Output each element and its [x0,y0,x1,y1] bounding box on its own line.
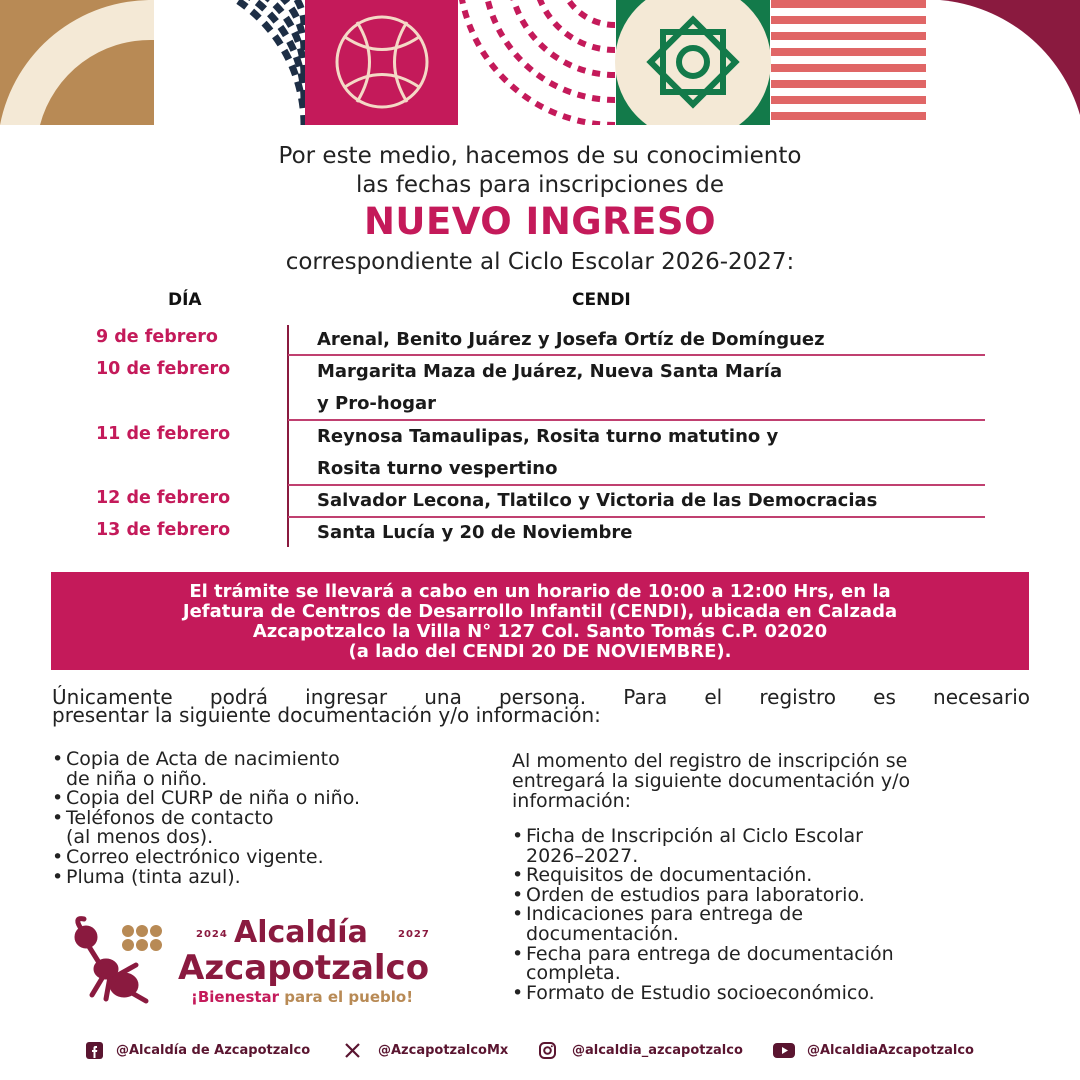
list-item: • Requisitos de documentación. [512,866,894,886]
instagram-handle[interactable]: @alcaldia_azcapotzalco [572,1043,743,1058]
schedule-notice [51,572,1029,670]
table-row-divider [288,484,985,486]
row-date: 9 de febrero [96,327,218,347]
x-handle[interactable]: @AzcapotzalcoMx [378,1043,509,1058]
list-item: • Teléfonos de contacto [52,809,360,829]
day-column-header: DÍA [168,290,202,310]
paragraph-line: presentar la siguiente documentación y/o información: [52,703,601,727]
row-cendi: Rosita turno vespertino [317,458,558,479]
list-item: • Orden de estudios para laboratorio. [512,886,894,906]
list-item: • Indicaciones para entrega de [512,905,894,925]
logo-year-start: 2024 [196,929,228,940]
cendi-column-header: CENDI [572,290,631,310]
required-documents-list [52,750,360,887]
requirements-paragraph [52,685,1030,727]
delivery-intro-line: entregará la siguiente documentación y/o [512,770,911,792]
list-item: • Copia de Acta de nacimiento [52,750,360,770]
list-item-continuation: (al menos dos). [66,826,214,849]
youtube-icon[interactable] [773,1042,795,1059]
delivery-intro-line: información: [512,790,632,812]
row-date: 13 de febrero [96,520,231,540]
intro-line-2: las fechas para inscripciones de [355,172,725,198]
headline: NUEVO INGRESO [363,200,717,243]
row-cendi: Margarita Maza de Juárez, Nueva Santa María [317,361,783,382]
row-date: 12 de febrero [96,488,231,508]
delivery-intro [512,751,910,811]
row-cendi: Santa Lucía y 20 de Noviembre [317,522,633,543]
intro-line-1: Por este medio, hacemos de su conocimiento [278,143,802,169]
list-item-continuation: documentación. [526,922,679,945]
table-row-divider [288,354,985,356]
intro-line-3: correspondiente al Ciclo Escolar 2026-2027: [285,249,795,275]
decorative-banner [0,0,1080,125]
logo-year-end: 2027 [398,929,430,940]
slogan-part-2: para el pueblo! [279,988,414,1006]
row-cendi: y Pro-hogar [317,393,436,414]
instagram-icon[interactable] [539,1042,556,1059]
logo-title-line1: Alcaldía [234,915,368,950]
row-date: 10 de febrero [96,359,231,379]
notice-line: (a lado del CENDI 20 DE NOVIEMBRE). [348,641,732,662]
alcaldia-logo [66,915,466,1010]
youtube-handle[interactable]: @AlcaldiaAzcapotzalco [807,1043,974,1058]
list-item: • Copia del CURP de niña o niño. [52,789,360,809]
delivery-intro-line: Al momento del registro de inscripción se [512,750,908,772]
row-cendi: Arenal, Benito Juárez y Josefa Ortíz de Domínguez [317,329,825,350]
row-cendi: Salvador Lecona, Tlatilco y Victoria de las Democracias [317,490,878,511]
ant-logo-icon [66,915,166,1005]
list-item-continuation: 2026–2027. [526,844,639,867]
list-item-continuation: completa. [526,962,621,985]
delivered-documents-list [512,827,894,1003]
slogan-part-1: ¡Bienestar [191,988,280,1006]
table-row-divider [288,516,985,518]
table-row-divider [288,419,985,421]
row-cendi: Reynosa Tamaulipas, Rosita turno matutino y [317,426,779,447]
notice-line: Azcapotzalco la Villa N° 127 Col. Santo Tomás C.P. 02020 [252,621,828,642]
list-item: • Formato de Estudio socioeconómico. [512,984,894,1004]
list-item: • Fecha para entrega de documentación [512,945,894,965]
logo-slogan [191,988,413,1006]
row-date: 11 de febrero [96,424,231,444]
table-divider-vertical [287,325,289,547]
facebook-icon[interactable] [86,1042,103,1059]
facebook-handle[interactable]: @Alcaldía de Azcapotzalco [116,1043,311,1058]
logo-title-line2: Azcapotzalco [178,948,430,988]
x-icon[interactable] [344,1042,361,1059]
notice-line: Jefatura de Centros de Desarrollo Infantil (CENDI), ubicada en Calzada [182,601,898,622]
notice-line: El trámite se llevará a cabo en un horario de 10:00 a 12:00 Hrs, en la [189,581,891,602]
paragraph-line: Únicamente podrá ingresar una persona. Para el registro es necesario [52,685,1030,709]
list-item: • Correo electrónico vigente. [52,848,360,868]
list-item: • Ficha de Inscripción al Ciclo Escolar [512,827,894,847]
list-item-continuation: de niña o niño. [66,767,208,790]
list-item: • Pluma (tinta azul). [52,868,360,888]
